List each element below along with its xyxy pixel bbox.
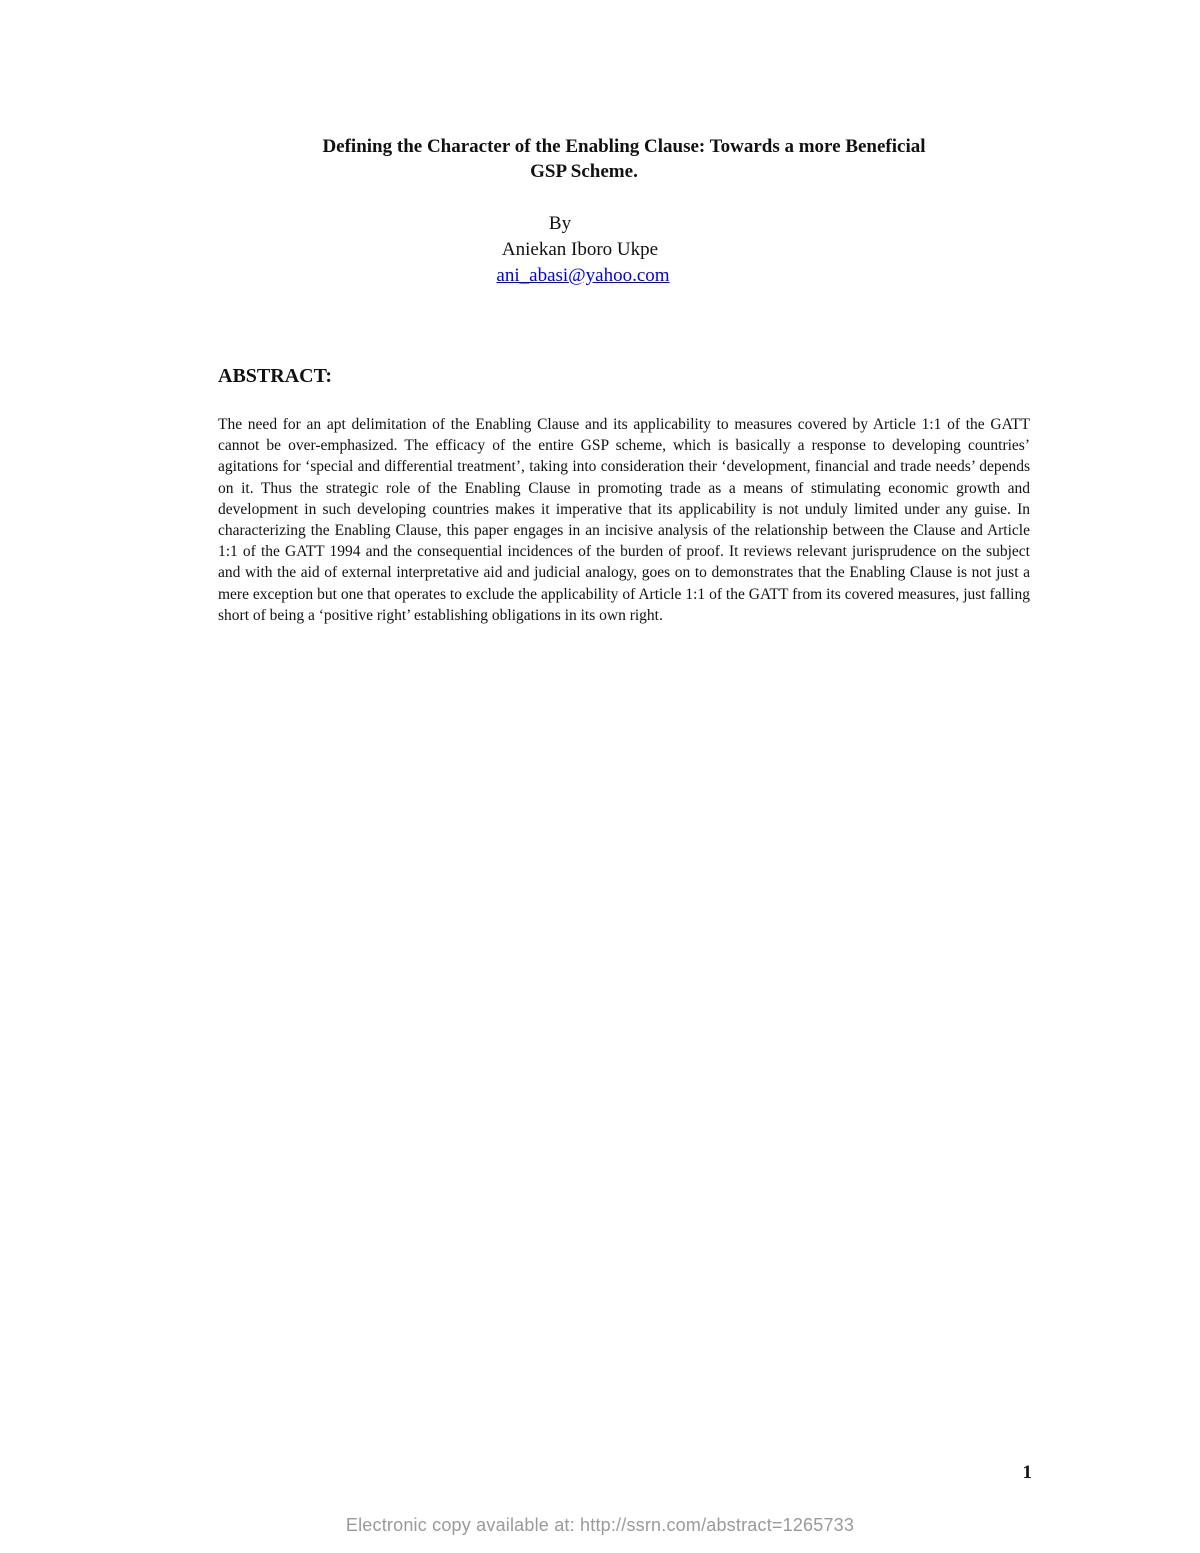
- ssrn-footer-watermark: Electronic copy available at: http://ssrn.com/abstract=1265733: [345, 1515, 855, 1535]
- author-name: Aniekan Iboro Ukpe: [501, 239, 659, 260]
- author-email-link[interactable]: ani_abasi@yahoo.com: [496, 265, 670, 286]
- paper-title: [218, 134, 1030, 184]
- abstract-paragraph: The need for an apt delimitation of the Enabling Clause and its applicability to measures covered by Article 1:1 of the GATT cannot be over-emphasized. The efficacy of the entire GSP scheme, which is basically a response to developing countries’ agitations for ‘special and differential treatment’, taking into consideration their ‘development, financial and trade needs’ depends on it. Thus the strategic role of the Enabling Clause in promoting trade as a means of stimulating economic growth and development in such developing countries makes it imperative that its applicability is not unduly limited under any guise. In characterizing the Enabling Clause, this paper engages in an incisive analysis of the relationship between the Clause and Article 1:1 of the GATT 1994 and the consequential incidences of the burden of proof. It reviews relevant jurisprudence on the subject and with the aid of external interpretative aid and judicial analogy, goes on to demonstrates that the Enabling Clause is not just a mere exception but one that operates to exclude the applicability of Article 1:1 of the GATT from its covered measures, just falling short of being a ‘positive right’ establishing obligations in its own right.: [218, 416, 1030, 624]
- abstract-heading: ABSTRACT:: [218, 365, 333, 387]
- byline: [380, 211, 760, 289]
- title-line-1: Defining the Character of the Enabling Clause: Towards a more Beneficial: [322, 136, 926, 157]
- title-line-2: GSP Scheme.: [530, 161, 638, 182]
- by-label: By: [548, 213, 572, 234]
- page-number: 1: [1022, 1462, 1032, 1483]
